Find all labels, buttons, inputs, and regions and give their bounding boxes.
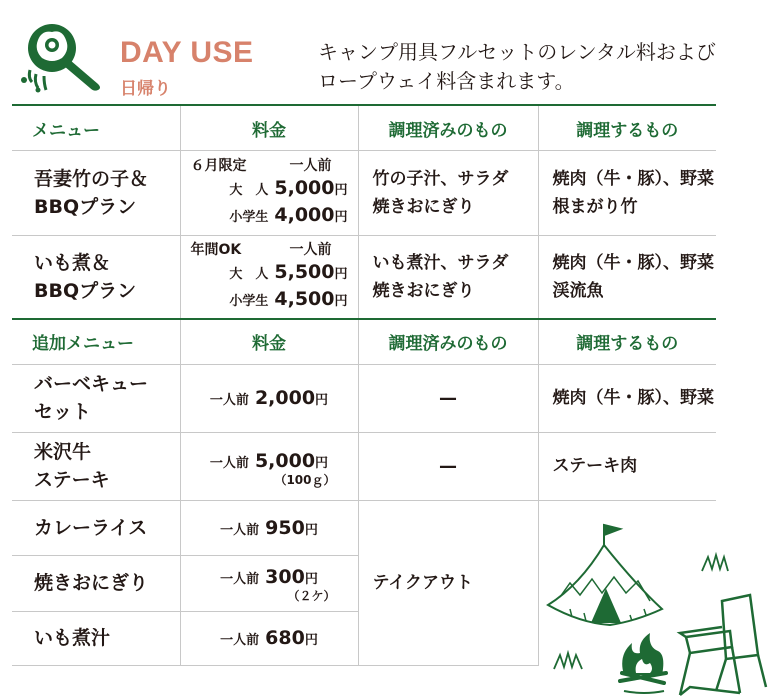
to-cook-line: 焼肉（牛・豚）、野菜 xyxy=(552,252,714,273)
table-header xyxy=(12,319,716,365)
header-price: 料金 xyxy=(180,105,358,151)
header-to-cook: 調理するもの xyxy=(538,319,716,365)
price-note: 年間OK xyxy=(190,241,242,258)
price-unit: 一人前 xyxy=(220,633,260,648)
campfire-icon xyxy=(620,633,666,693)
menu-name xyxy=(12,236,180,319)
price-unit: 一人前 xyxy=(209,393,249,408)
to-cook-cell: 焼肉（牛・豚）、野菜 xyxy=(538,364,716,432)
price-unit: 一人前 xyxy=(220,522,260,538)
child-price: 4,500 xyxy=(274,287,335,310)
menu-name-line: セット xyxy=(34,401,92,423)
price-cell xyxy=(180,611,358,665)
yen-label: 円 xyxy=(315,393,329,408)
cooked-cell: — xyxy=(358,432,538,500)
yen-label: 円 xyxy=(334,210,348,225)
price-cell xyxy=(180,500,358,555)
menu-name: 焼きおにぎり xyxy=(12,555,180,611)
page-subtitle: 日帰り xyxy=(120,79,171,99)
yen-label: 円 xyxy=(315,456,329,471)
description-line: キャンプ用具フルセットのレンタル料および xyxy=(318,40,716,64)
yen-label: 円 xyxy=(334,183,348,198)
header-extra-menu: 追加メニュー xyxy=(12,319,180,365)
price-note: （100ｇ） xyxy=(274,473,336,487)
price-cell xyxy=(180,151,358,236)
header-cooked: 調理済みのもの xyxy=(358,105,538,151)
cooked-cell xyxy=(358,236,538,319)
to-cook-line: 根まがり竹 xyxy=(552,197,638,217)
price-value: 300 xyxy=(265,566,305,588)
price-unit: 一人前 xyxy=(289,241,332,258)
adult-label: 大 人 xyxy=(229,183,269,198)
tent-icon xyxy=(548,525,662,625)
menu-name-line: BBQプラン xyxy=(34,279,137,302)
description xyxy=(318,38,758,96)
description-line: ロープウェイ料含まれます。 xyxy=(318,69,575,93)
price-unit: 一人前 xyxy=(220,572,260,587)
menu-name-line: BBQプラン xyxy=(34,196,137,218)
menu-name: カレーライス xyxy=(12,500,180,555)
yen-label: 円 xyxy=(304,633,318,648)
cooked-cell: — xyxy=(358,364,538,432)
cooked-line: 竹の子汁、サラダ xyxy=(372,169,509,189)
to-cook-cell xyxy=(538,151,716,236)
to-cook-cell: ステーキ肉 xyxy=(538,432,716,500)
cooked-line: 焼きおにぎり xyxy=(372,197,475,217)
table-header xyxy=(12,105,716,151)
page-title: DAY USE xyxy=(120,36,254,69)
menu-name xyxy=(12,151,180,236)
cooked-line: 焼きおにぎり xyxy=(372,280,475,301)
menu-name-line: バーベキュー xyxy=(34,373,149,395)
menu-name xyxy=(12,364,180,432)
yen-label: 円 xyxy=(334,266,348,282)
takeout-cell: テイクアウト xyxy=(358,500,538,665)
table-row xyxy=(12,432,716,500)
menu-name-line: いも煮＆ xyxy=(34,251,111,274)
yen-label: 円 xyxy=(334,293,348,309)
cooked-line: いも煮汁、サラダ xyxy=(372,252,509,273)
frying-pan-logo-icon xyxy=(14,14,106,94)
header-price: 料金 xyxy=(180,319,358,365)
yen-label: 円 xyxy=(304,572,318,587)
price-unit: 一人前 xyxy=(289,158,332,174)
price-cell xyxy=(180,432,358,500)
price-note: ６月限定 xyxy=(190,158,247,174)
menu-name-line: 米沢牛 xyxy=(34,441,92,463)
cooked-cell xyxy=(358,151,538,236)
header-to-cook: 調理するもの xyxy=(538,105,716,151)
price-cell xyxy=(180,236,358,319)
yen-label: 円 xyxy=(304,522,318,538)
to-cook-cell xyxy=(538,236,716,319)
adult-label: 大 人 xyxy=(229,266,269,282)
to-cook-line: 渓流魚 xyxy=(552,280,604,301)
adult-price: 5,000 xyxy=(274,177,335,199)
price-value: 2,000 xyxy=(254,387,316,409)
price-value: 5,000 xyxy=(254,450,316,472)
price-value: 680 xyxy=(265,627,305,649)
price-value: 950 xyxy=(265,516,305,539)
child-label: 小学生 xyxy=(229,210,269,225)
price-note: （２ケ） xyxy=(287,589,336,603)
header-menu: メニュー xyxy=(12,105,180,151)
camp-illustration xyxy=(540,505,772,700)
price-unit: 一人前 xyxy=(209,456,249,471)
table-row xyxy=(12,151,716,236)
child-label: 小学生 xyxy=(229,293,269,309)
menu-name-line: ステーキ xyxy=(34,469,110,491)
camp-chair-icon xyxy=(680,595,766,695)
child-price: 4,000 xyxy=(274,204,335,226)
menu-name xyxy=(12,432,180,500)
header-cooked: 調理済みのもの xyxy=(358,319,538,365)
menu-name-line: 吾妻竹の子＆ xyxy=(34,168,149,190)
price-cell xyxy=(180,364,358,432)
table-row xyxy=(12,236,716,319)
table-row xyxy=(12,364,716,432)
to-cook-line: 焼肉（牛・豚）、野菜 xyxy=(552,169,714,189)
adult-price: 5,500 xyxy=(274,260,335,283)
price-cell xyxy=(180,555,358,611)
menu-name: いも煮汁 xyxy=(12,611,180,665)
